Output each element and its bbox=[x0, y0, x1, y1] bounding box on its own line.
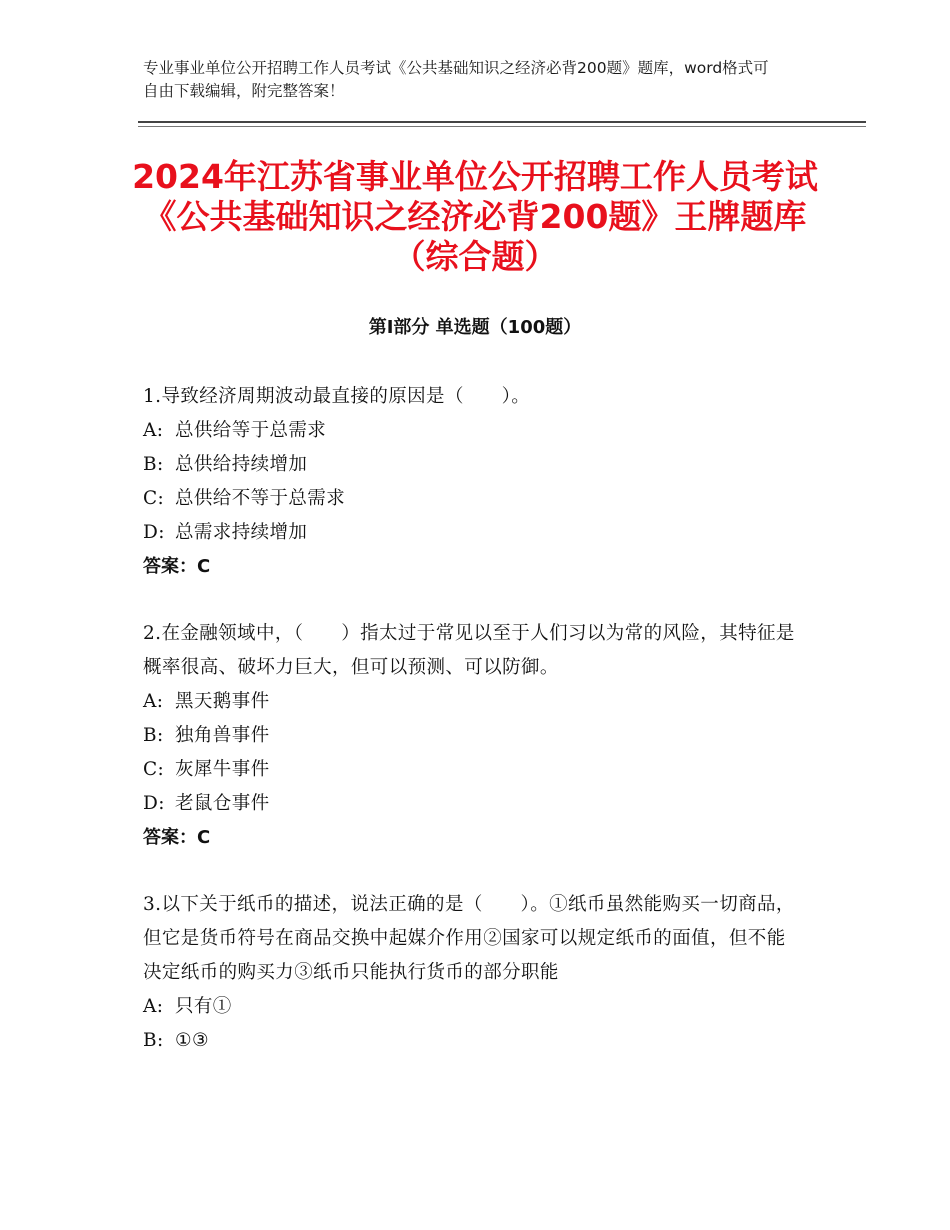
option-key: A: bbox=[143, 691, 164, 712]
option-b bbox=[143, 448, 803, 482]
question-stem: 2.在金融领域中，（ ）指太过于常见以至于人们习以为常的风险，其特征是概率很高、破坏力巨大，但可以预测、可以防御。 bbox=[143, 623, 795, 678]
option-a bbox=[143, 990, 803, 1024]
option-b bbox=[143, 1024, 803, 1058]
option-text: 只有① bbox=[175, 996, 232, 1017]
option-key: D: bbox=[143, 522, 165, 543]
option-text: 灰犀牛事件 bbox=[175, 759, 270, 780]
option-key: B: bbox=[143, 725, 164, 746]
option-text: 总需求持续增加 bbox=[175, 522, 308, 543]
option-c bbox=[143, 753, 803, 787]
question-stem: 3.以下关于纸币的描述，说法正确的是（ ）。①纸币虽然能购买一切商品，但它是货币符号在商品交换中起媒介作用②国家可以规定纸币的面值，但不能决定纸币的购买力③纸币只能执行货币的部分职能 bbox=[143, 894, 795, 983]
option-key: A: bbox=[143, 996, 164, 1017]
section-heading: 第I部分 单选题（100题） bbox=[368, 317, 582, 338]
option-key: D: bbox=[143, 793, 165, 814]
option-key: B: bbox=[143, 454, 164, 475]
header-divider-thick bbox=[138, 121, 866, 123]
option-text: 黑天鹅事件 bbox=[175, 691, 270, 712]
header-note: 专业事业单位公开招聘工作人员考试《公共基础知识之经济必背200题》题库，word格式可自由下载编辑，附完整答案！ bbox=[143, 59, 769, 100]
option-key: C: bbox=[143, 488, 165, 509]
question-stem: 1.导致经济周期波动最直接的原因是（ ）。 bbox=[143, 386, 531, 407]
question-2 bbox=[143, 617, 803, 855]
header-divider-thin bbox=[138, 126, 866, 127]
option-text: 总供给持续增加 bbox=[175, 454, 308, 475]
option-c bbox=[143, 482, 803, 516]
question-3 bbox=[143, 888, 803, 1058]
option-key: B: bbox=[143, 1030, 164, 1051]
option-text: 独角兽事件 bbox=[175, 725, 270, 746]
question-list bbox=[143, 380, 803, 1091]
option-text: 总供给等于总需求 bbox=[175, 420, 327, 441]
option-key: C: bbox=[143, 759, 165, 780]
option-a bbox=[143, 685, 803, 719]
document-title: 2024年江苏省事业单位公开招聘工作人员考试《公共基础知识之经济必背200题》王牌题库（综合题） bbox=[132, 157, 818, 276]
option-a bbox=[143, 414, 803, 448]
option-d bbox=[143, 787, 803, 821]
answer-line: 答案：C bbox=[143, 827, 211, 848]
question-1 bbox=[143, 380, 803, 584]
option-d bbox=[143, 516, 803, 550]
option-text: 老鼠仓事件 bbox=[175, 793, 270, 814]
option-text: ①③ bbox=[175, 1030, 209, 1051]
option-b bbox=[143, 719, 803, 753]
answer-line: 答案：C bbox=[143, 556, 211, 577]
option-text: 总供给不等于总需求 bbox=[175, 488, 346, 509]
option-key: A: bbox=[143, 420, 164, 441]
